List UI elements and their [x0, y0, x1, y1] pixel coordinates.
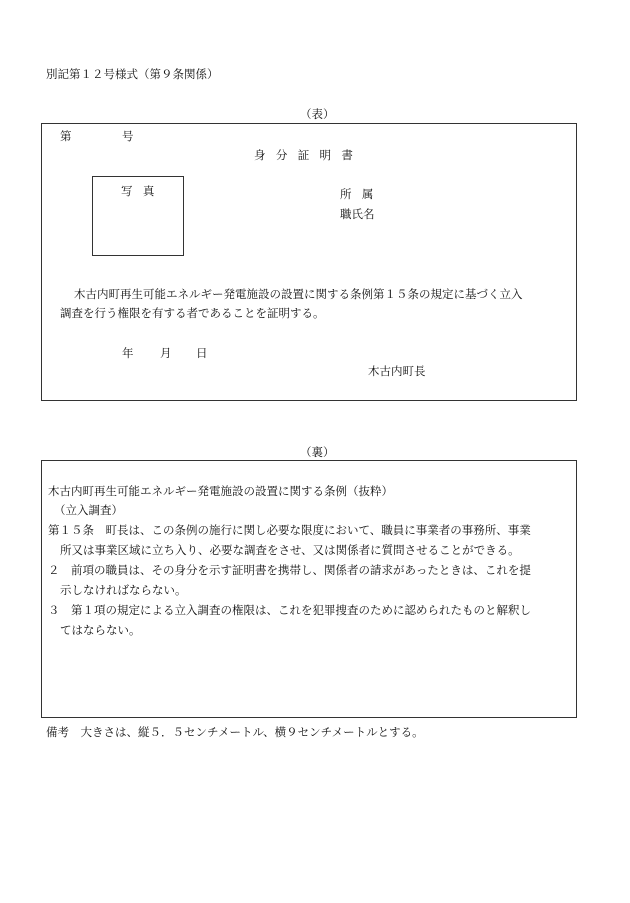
ordinance-heading: 木古内町再生可能エネルギー発電施設の設置に関する条例（抜粋）: [48, 484, 393, 498]
statement-line1: 木古内町再生可能エネルギー発電施設の設置に関する条例第１５条の規定に基づく立入: [74, 287, 523, 301]
photo-box: [92, 176, 184, 256]
affiliation-label: 所属: [340, 187, 384, 201]
date-month: 月: [160, 346, 172, 360]
article-line1: 第１５条 町長は、この条例の施行に関し必要な限度において、職員に事業者の事務所、事業: [48, 523, 531, 537]
date-day: 日: [196, 346, 208, 360]
statement-line2: 調査を行う権限を有する者であることを証明する。: [60, 306, 325, 320]
clause3-line2: てはならない。: [60, 623, 141, 637]
clause3-line1: ３ 第１項の規定による立入調査の権限は、これを犯罪捜査のために認められたものと解釈し: [48, 603, 531, 617]
section-heading: （立入調査）: [54, 503, 123, 517]
clause2-line2: 示しなければならない。: [60, 583, 187, 597]
back-card: [41, 460, 577, 718]
number-suffix: 号: [122, 129, 134, 143]
size-note: 備考 大きさは、縦５．５センチメートル、横９センチメートルとする。: [46, 725, 424, 739]
clause2-line1: ２ 前項の職員は、その身分を示す証明書を携帯し、関係者の請求があったときは、これを提: [48, 563, 531, 577]
article-line2: 所又は事業区域に立ち入り、必要な調査をさせ、又は関係者に質問させることができる。: [60, 543, 520, 557]
date-year: 年: [122, 346, 134, 360]
photo-label: 写真: [121, 184, 165, 198]
number-label: 第: [60, 129, 72, 143]
form-title: 別記第１２号様式（第９条関係）: [46, 67, 219, 81]
front-card: [41, 123, 577, 401]
front-label: （表）: [300, 107, 335, 121]
certificate-title: 身分証明書: [254, 148, 364, 162]
back-label: （裏）: [300, 445, 335, 459]
name-label: 職氏名: [340, 207, 375, 221]
issuer: 木古内町長: [368, 364, 426, 378]
